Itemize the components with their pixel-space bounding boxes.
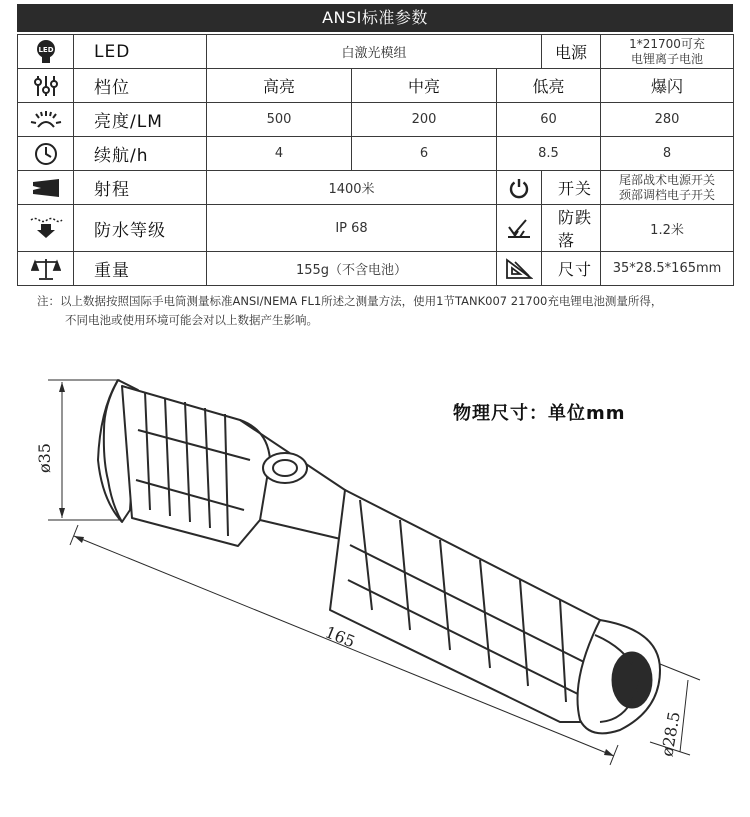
table-row <box>18 137 734 171</box>
power-value: 1*21700可充 电锂离子电池 <box>601 35 734 69</box>
runtime-label: 续航/h <box>74 137 207 171</box>
lumens-high: 500 <box>207 103 352 137</box>
mode-low: 低亮 <box>497 69 601 103</box>
lumens-low: 60 <box>497 103 601 137</box>
led-label: LED <box>74 35 207 69</box>
switch-value: 尾部战术电源开关 颈部调档电子开关 <box>601 171 734 205</box>
waterproof-icon <box>18 205 74 252</box>
power-label: 电源 <box>542 35 601 69</box>
power-icon <box>497 171 542 205</box>
table-title: ANSI标准参数 <box>17 4 733 32</box>
waterproof-label: 防水等级 <box>74 205 207 252</box>
mode-sliders-icon <box>18 69 74 103</box>
mode-medium: 中亮 <box>352 69 497 103</box>
ruler-square-icon <box>497 252 542 286</box>
weight-label: 重量 <box>74 252 207 286</box>
modes-label: 档位 <box>74 69 207 103</box>
mode-strobe: 爆闪 <box>601 69 734 103</box>
range-label: 射程 <box>74 171 207 205</box>
spec-table <box>17 34 734 286</box>
table-row <box>18 69 734 103</box>
tail-diameter-label: ø28.5 <box>657 710 684 758</box>
waterproof-value: IP 68 <box>207 205 497 252</box>
weight-value: 155g（不含电池） <box>207 252 497 286</box>
drop-resistance-icon <box>497 205 542 252</box>
beam-icon <box>18 171 74 205</box>
table-row <box>18 205 734 252</box>
lumens-strobe: 280 <box>601 103 734 137</box>
note-line-2: 不同电池或使用环境可能会对以上数据产生影响。 <box>65 313 318 327</box>
dimensions-title: 物理尺寸：单位mm <box>453 403 626 424</box>
switch-label: 开关 <box>542 171 601 205</box>
led-bulb-icon <box>18 35 74 69</box>
runtime-medium: 6 <box>352 137 497 171</box>
clock-icon <box>18 137 74 171</box>
brightness-burst-icon <box>18 103 74 137</box>
runtime-high: 4 <box>207 137 352 171</box>
svg-text:LED: LED <box>37 45 54 54</box>
flashlight-dimension-drawing <box>0 350 750 817</box>
measurement-note <box>37 292 737 330</box>
lumens-label: 亮度/LM <box>74 103 207 137</box>
runtime-strobe: 8 <box>601 137 734 171</box>
flashlight-body <box>98 380 660 733</box>
length-label: 165 <box>322 622 358 652</box>
size-label: 尺寸 <box>542 252 601 286</box>
head-diameter-label: ø35 <box>35 443 54 473</box>
lumens-medium: 200 <box>352 103 497 137</box>
table-row <box>18 35 734 69</box>
drop-value: 1.2米 <box>601 205 734 252</box>
table-row <box>18 252 734 286</box>
table-row <box>18 171 734 205</box>
range-value: 1400米 <box>207 171 497 205</box>
scale-icon <box>18 252 74 286</box>
size-value: 35*28.5*165mm <box>601 252 734 286</box>
mode-high: 高亮 <box>207 69 352 103</box>
note-line-1: 注：以上数据按照国际手电筒测量标准ANSI/NEMA FL1所述之测量方法，使用1节TANK007 21700充电锂电池测量所得， <box>37 294 663 308</box>
led-value: 白激光模组 <box>207 35 542 69</box>
runtime-low: 8.5 <box>497 137 601 171</box>
table-row <box>18 103 734 137</box>
drop-label: 防跌落 <box>542 205 601 252</box>
